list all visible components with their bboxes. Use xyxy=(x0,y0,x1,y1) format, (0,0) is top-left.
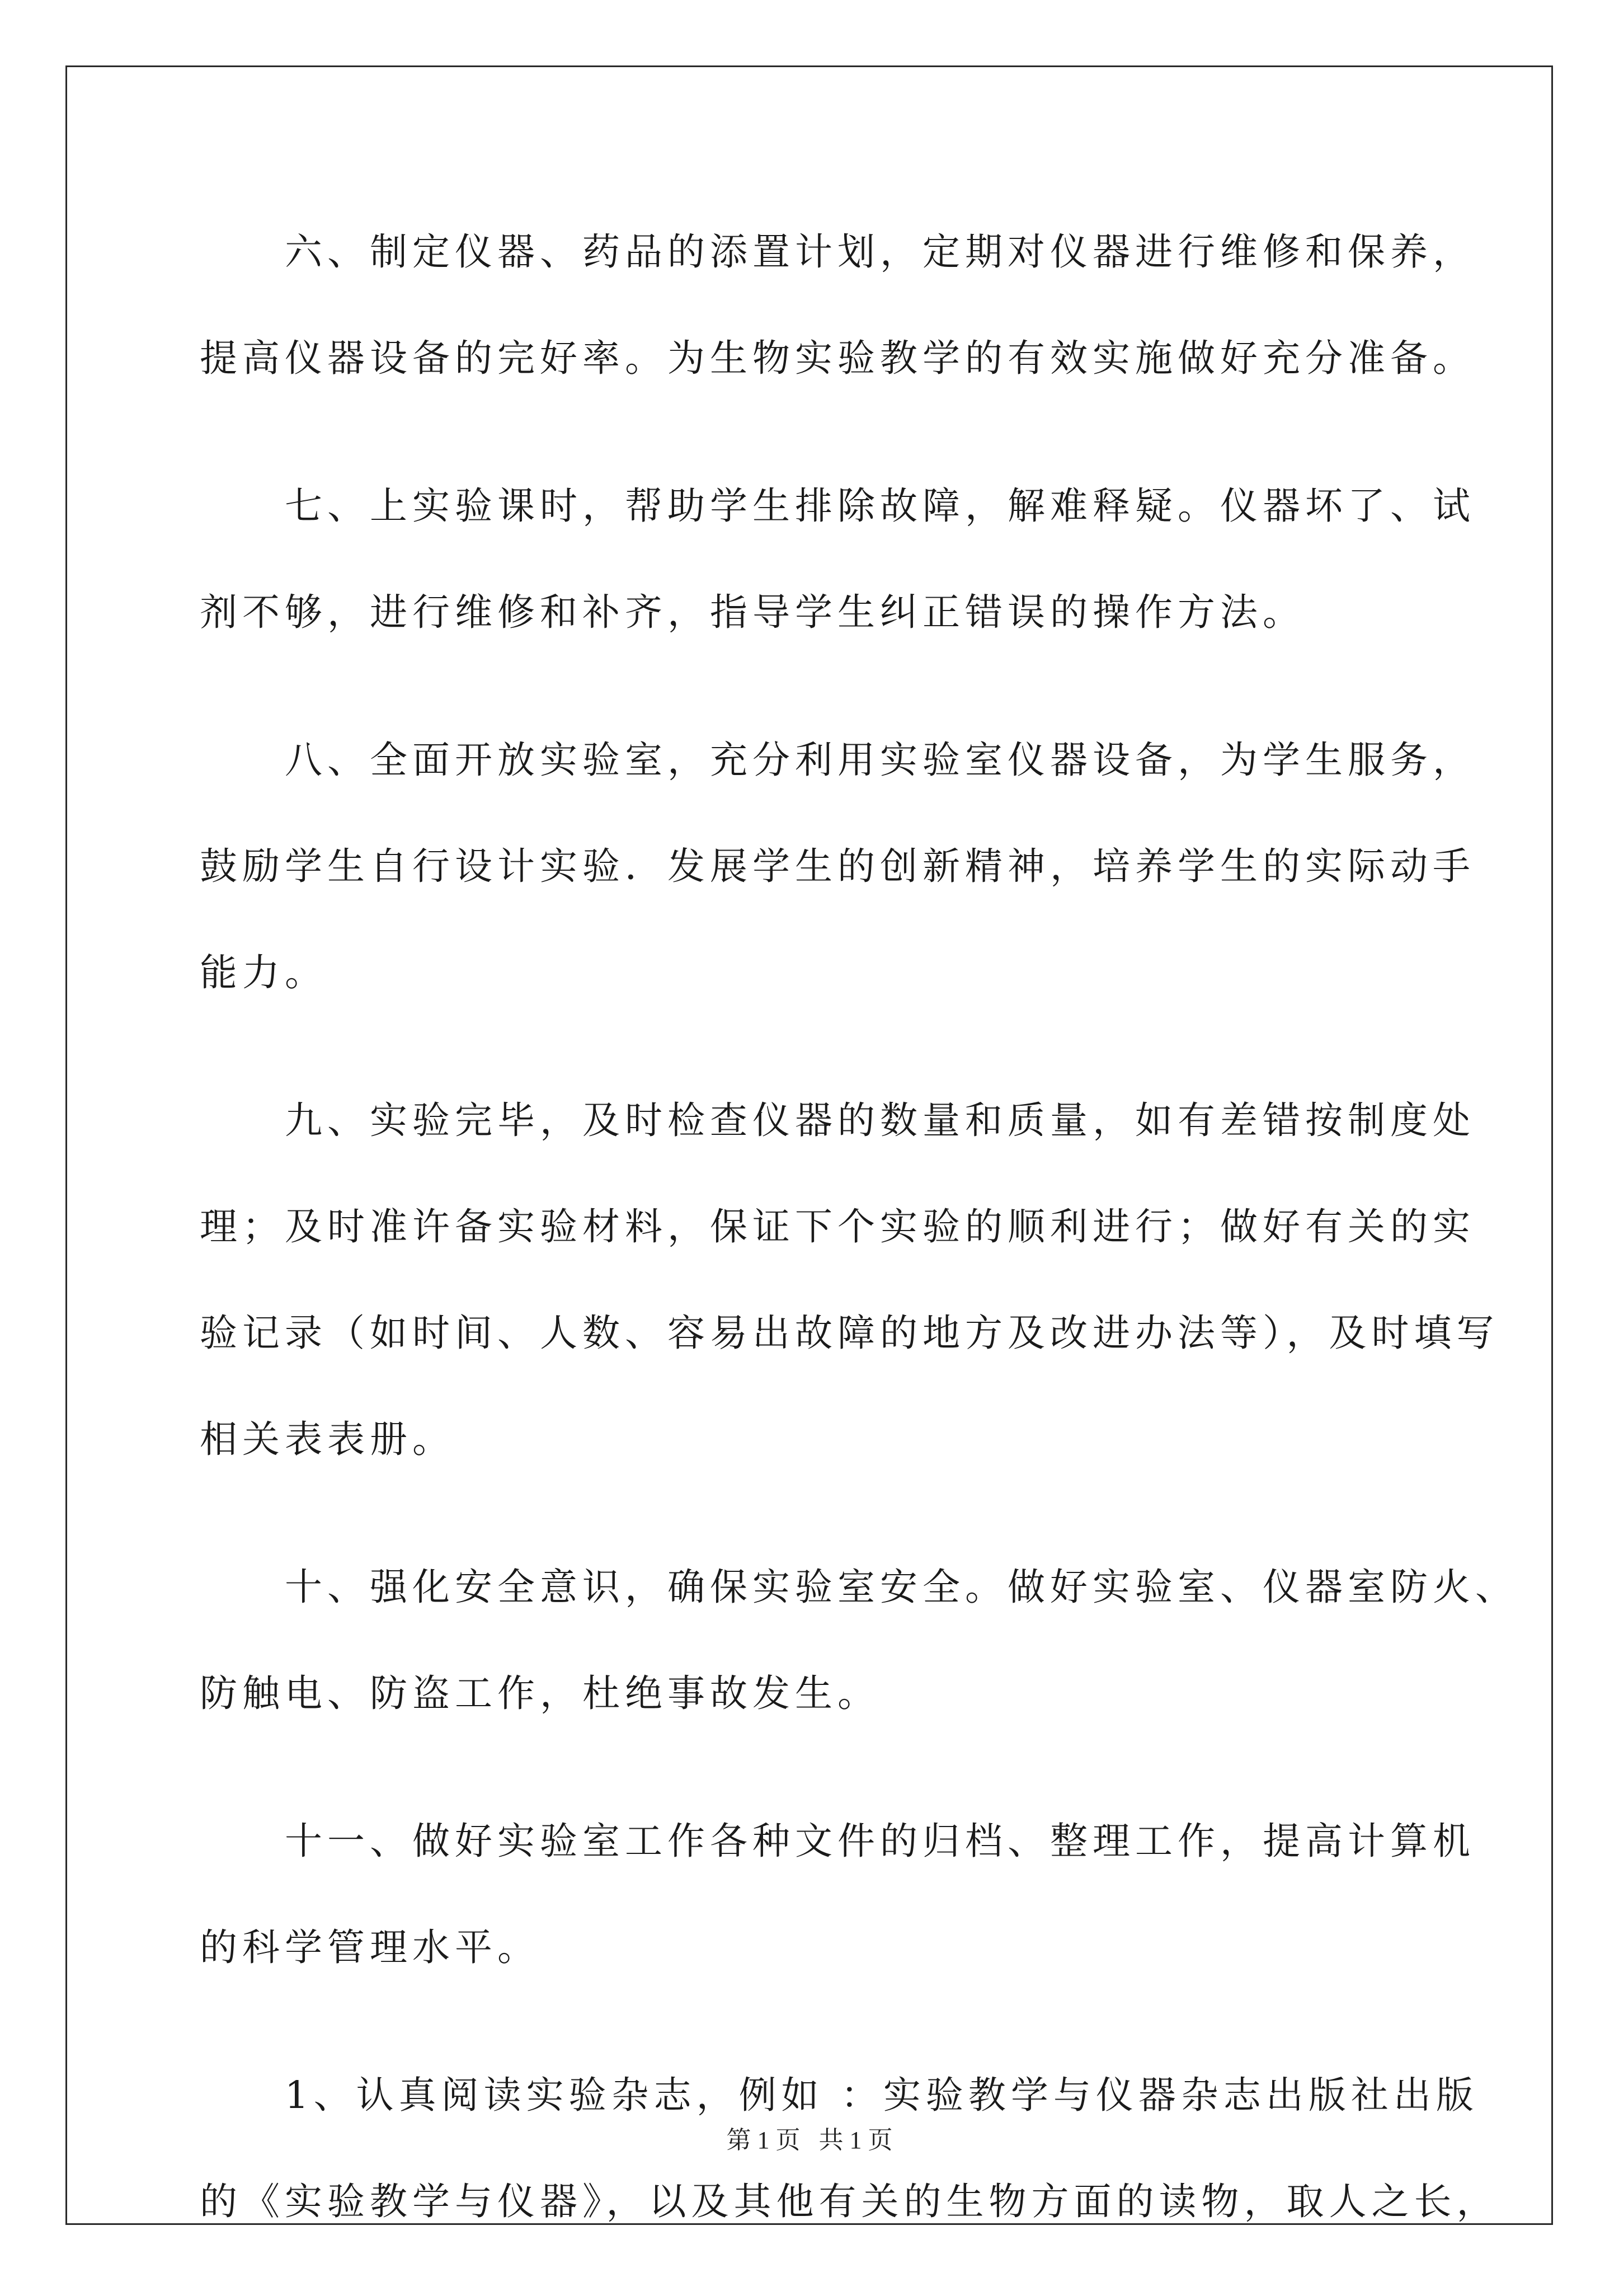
page-number-label: 第 1 页 共 1 页 xyxy=(726,2126,893,2154)
document-body xyxy=(200,199,1518,2296)
text-line: 理；及时准许备实验材料，保证下个实验的顺利进行；做好有关的实 xyxy=(200,1205,1475,1248)
text-line: 防触电、防盗工作，杜绝事故发生。 xyxy=(200,1671,880,1715)
paragraph-9 xyxy=(200,1067,1499,1492)
text-line: 鼓励学生自行设计实验．发展学生的创新精神，培养学生的实际动手 xyxy=(200,844,1475,888)
text-line: 的《实验教学与仪器》，以及其他有关的生物方面的读物，取人之长， xyxy=(200,2180,1499,2223)
text-line: 相关表表册。 xyxy=(200,1417,455,1461)
paragraph-6 xyxy=(200,199,1475,411)
paragraph-10 xyxy=(200,1534,1518,1746)
text-line: 提高仪器设备的完好率。为生物实验教学的有效实施做好充分准备。 xyxy=(200,336,1475,380)
text-line: 六、制定仪器、药品的添置计划，定期对仪器进行维修和保养， xyxy=(285,230,1475,274)
paragraph-8 xyxy=(200,707,1475,1026)
paragraph-11 xyxy=(200,1788,1475,2001)
text-line: 的科学管理水平。 xyxy=(200,1926,540,1969)
text-line: 1、认真阅读实验杂志，例如 ：实验教学与仪器杂志出版社出版 xyxy=(285,2073,1479,2117)
text-line: 八、全面开放实验室，充分利用实验室仪器设备，为学生服务， xyxy=(285,738,1475,782)
text-line: 七、上实验课时，帮助学生排除故障，解难释疑。仪器坏了、试 xyxy=(285,484,1475,528)
text-line: 十一、做好实验室工作各种文件的归档、整理工作，提高计算机 xyxy=(285,1819,1475,1863)
text-line: 剂不够，进行维修和补齐，指导学生纠正错误的操作方法。 xyxy=(200,590,1305,634)
paragraph-7 xyxy=(200,453,1475,665)
text-line: 十、强化安全意识，确保实验室安全。做好实验室、仪器室防火、 xyxy=(285,1565,1518,1609)
text-line: 九、实验完毕，及时检查仪器的数量和质量，如有差错按制度处 xyxy=(285,1098,1475,1142)
text-line: 能力。 xyxy=(200,951,327,994)
text-line: 验记录（如时间、人数、容易出故障的地方及改进办法等），及时填写 xyxy=(200,1311,1499,1355)
page-footer xyxy=(0,2120,1619,2156)
